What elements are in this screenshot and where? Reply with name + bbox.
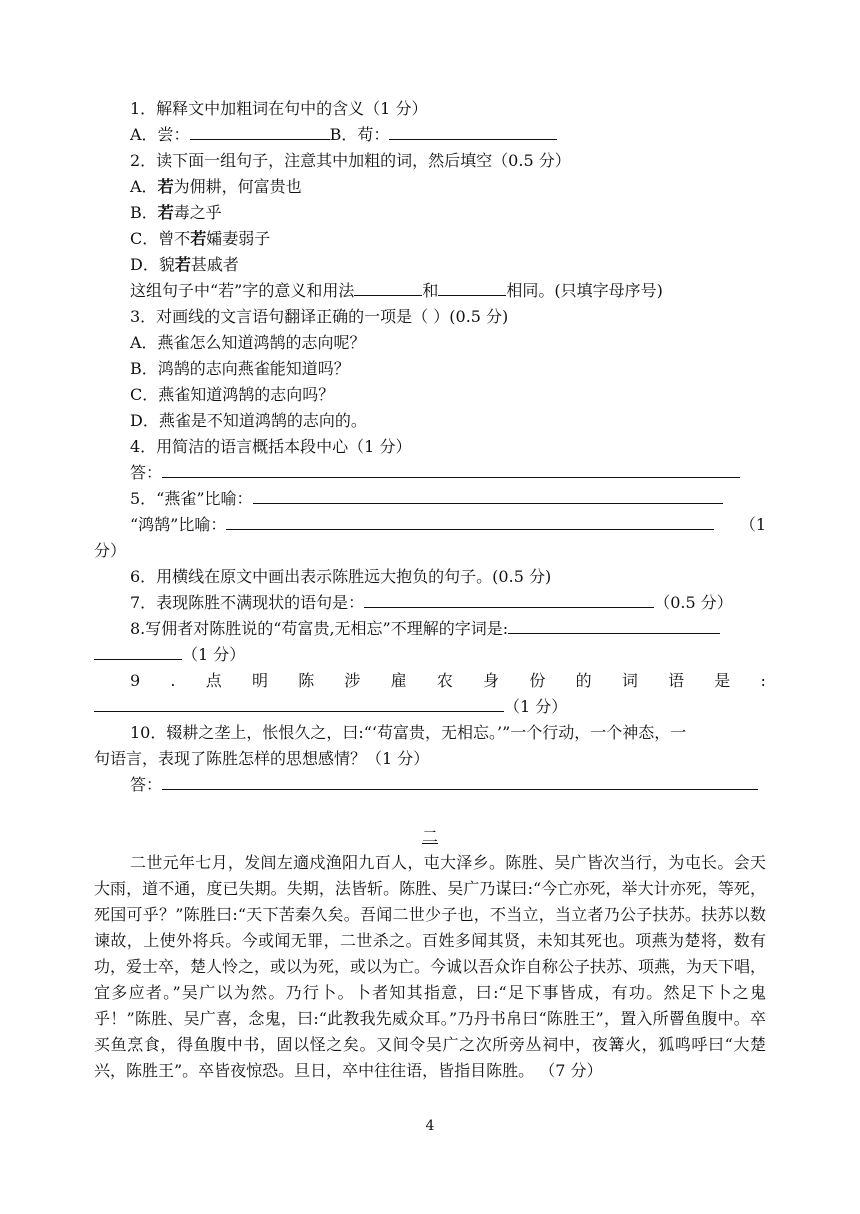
q8-line: 8.写佣者对陈胜说的“苟富贵,无相忘”不理解的字词是: xyxy=(130,616,766,642)
q10-answer-line: 答： xyxy=(130,772,766,798)
q2-blank-2[interactable] xyxy=(438,278,506,296)
q2-option-c: C．曾不若孀妻弱子 xyxy=(130,229,271,248)
q3-option-b: B．鸿鹄的志向燕雀能知道吗？ xyxy=(130,359,350,378)
passage: 二世元年七月，发闾左適戍渔阳九百人，屯大泽乡。陈胜、吴广皆次当行，为屯长。会天大雨，道不通，度已失期。失期，法皆斩。陈胜、吴广乃谋曰:“今亡亦死，举大计亦死，等死，死国可乎？”陈胜曰:“天下苦秦久矣。吾闻二世少子也，不当立，当立者乃公子扶苏。扶苏以数谏故，上使外将兵。今或闻无罪，二世杀之。百姓多闻其贤，未知其死也。项燕为楚将，数有功，爱士卒，楚人怜之，或以为死，或以为亡。今诚以吾众诈自称公子扶苏、项燕，为天下唱，宜多应者。”吴广以为然。乃行卜。卜者知其指意，曰:“足下事皆成，有功。然足下卜之鬼乎！”陈胜、吴广喜，念鬼，曰:“此教我先威众耳。”乃丹书帛曰“陈胜王”，置入所罾鱼腹中。卒买鱼烹食，得鱼腹中书，固以怪之矣。又间令吴广之次所旁丛祠中，夜篝火，狐鸣呼曰“大楚兴，陈胜王”。卒皆夜惊恐。旦日，卒中往往语，皆指目陈胜。 （7 分） xyxy=(94,853,767,1080)
q4-prompt: 4．用简洁的语言概括本段中心（1 分） xyxy=(130,437,412,456)
q5-score-wrap: 分） xyxy=(94,541,127,560)
q3-prompt: 3．对画线的文言语句翻译正确的一项是（ ）(0.5 分) xyxy=(130,307,509,326)
q9-cont-line: （1 分） xyxy=(94,694,766,720)
q10-answer-blank[interactable] xyxy=(162,772,758,790)
q1-answers xyxy=(130,122,766,148)
q1-a-blank[interactable] xyxy=(190,122,330,140)
q9-blank[interactable] xyxy=(94,694,504,712)
q8-cont-line: （1 分） xyxy=(94,642,766,668)
q3-option-a: A．燕雀怎么知道鸿鹄的志向呢？ xyxy=(130,333,366,352)
q2-fill-line: 这组句子中“若”字的意义和用法 和 相同。(只填字母序号) xyxy=(130,278,766,304)
q1-a-label: A．尝： xyxy=(130,125,190,144)
q5-a-line: 5．“燕雀”比喻： xyxy=(130,486,766,512)
q9-line: 9 . 点 明 陈 涉 雇 农 身 份 的 词 语 是 : xyxy=(130,671,766,690)
q7-blank[interactable] xyxy=(364,590,654,608)
q8-blank[interactable] xyxy=(508,616,720,634)
q6-prompt: 6．用横线在原文中画出表示陈胜远大抱负的句子。(0.5 分) xyxy=(130,567,552,586)
q2-option-a: A．若为佣耕，何富贵也 xyxy=(130,177,302,196)
q1-b-blank[interactable] xyxy=(389,122,557,140)
q7-line: 7．表现陈胜不满现状的语句是： （0.5 分） xyxy=(130,590,766,616)
q2-option-b: B．若毒之乎 xyxy=(130,203,222,222)
q1-b-label: B．苟： xyxy=(329,125,390,144)
q4-answer-line: 答： xyxy=(130,460,766,486)
q5-b-blank[interactable] xyxy=(226,512,714,530)
q5-b-line: “鸿鹄”比喻： （1 xyxy=(130,512,766,538)
q2-option-d: D．貌若甚戚者 xyxy=(130,255,239,274)
q2-prompt: 2．读下面一组句子，注意其中加粗的词，然后填空（0.5 分） xyxy=(130,151,571,170)
q8-blank-cont[interactable] xyxy=(94,642,182,660)
section-title: 二 xyxy=(421,827,438,846)
page-number: 4 xyxy=(425,1118,435,1134)
q1-prompt: 1．解释文中加粗词在句中的含义（1 分） xyxy=(130,99,428,118)
q10-line-2: 句语言，表现了陈胜怎样的思想感情？（1 分） xyxy=(94,749,430,768)
q2-blank-1[interactable] xyxy=(354,278,422,296)
q10-line-1: 10．辍耕之垄上，怅恨久之，曰:“‘苟富贵，无相忘。’”一个行动，一个神态，一 xyxy=(130,723,687,742)
q3-option-c: C．燕雀知道鸿鹄的志向吗？ xyxy=(130,385,335,404)
q5-a-blank[interactable] xyxy=(253,486,723,504)
q3-option-d: D．燕雀是不知道鸿鹄的志向的。 xyxy=(130,411,367,430)
q4-answer-blank[interactable] xyxy=(162,460,740,478)
